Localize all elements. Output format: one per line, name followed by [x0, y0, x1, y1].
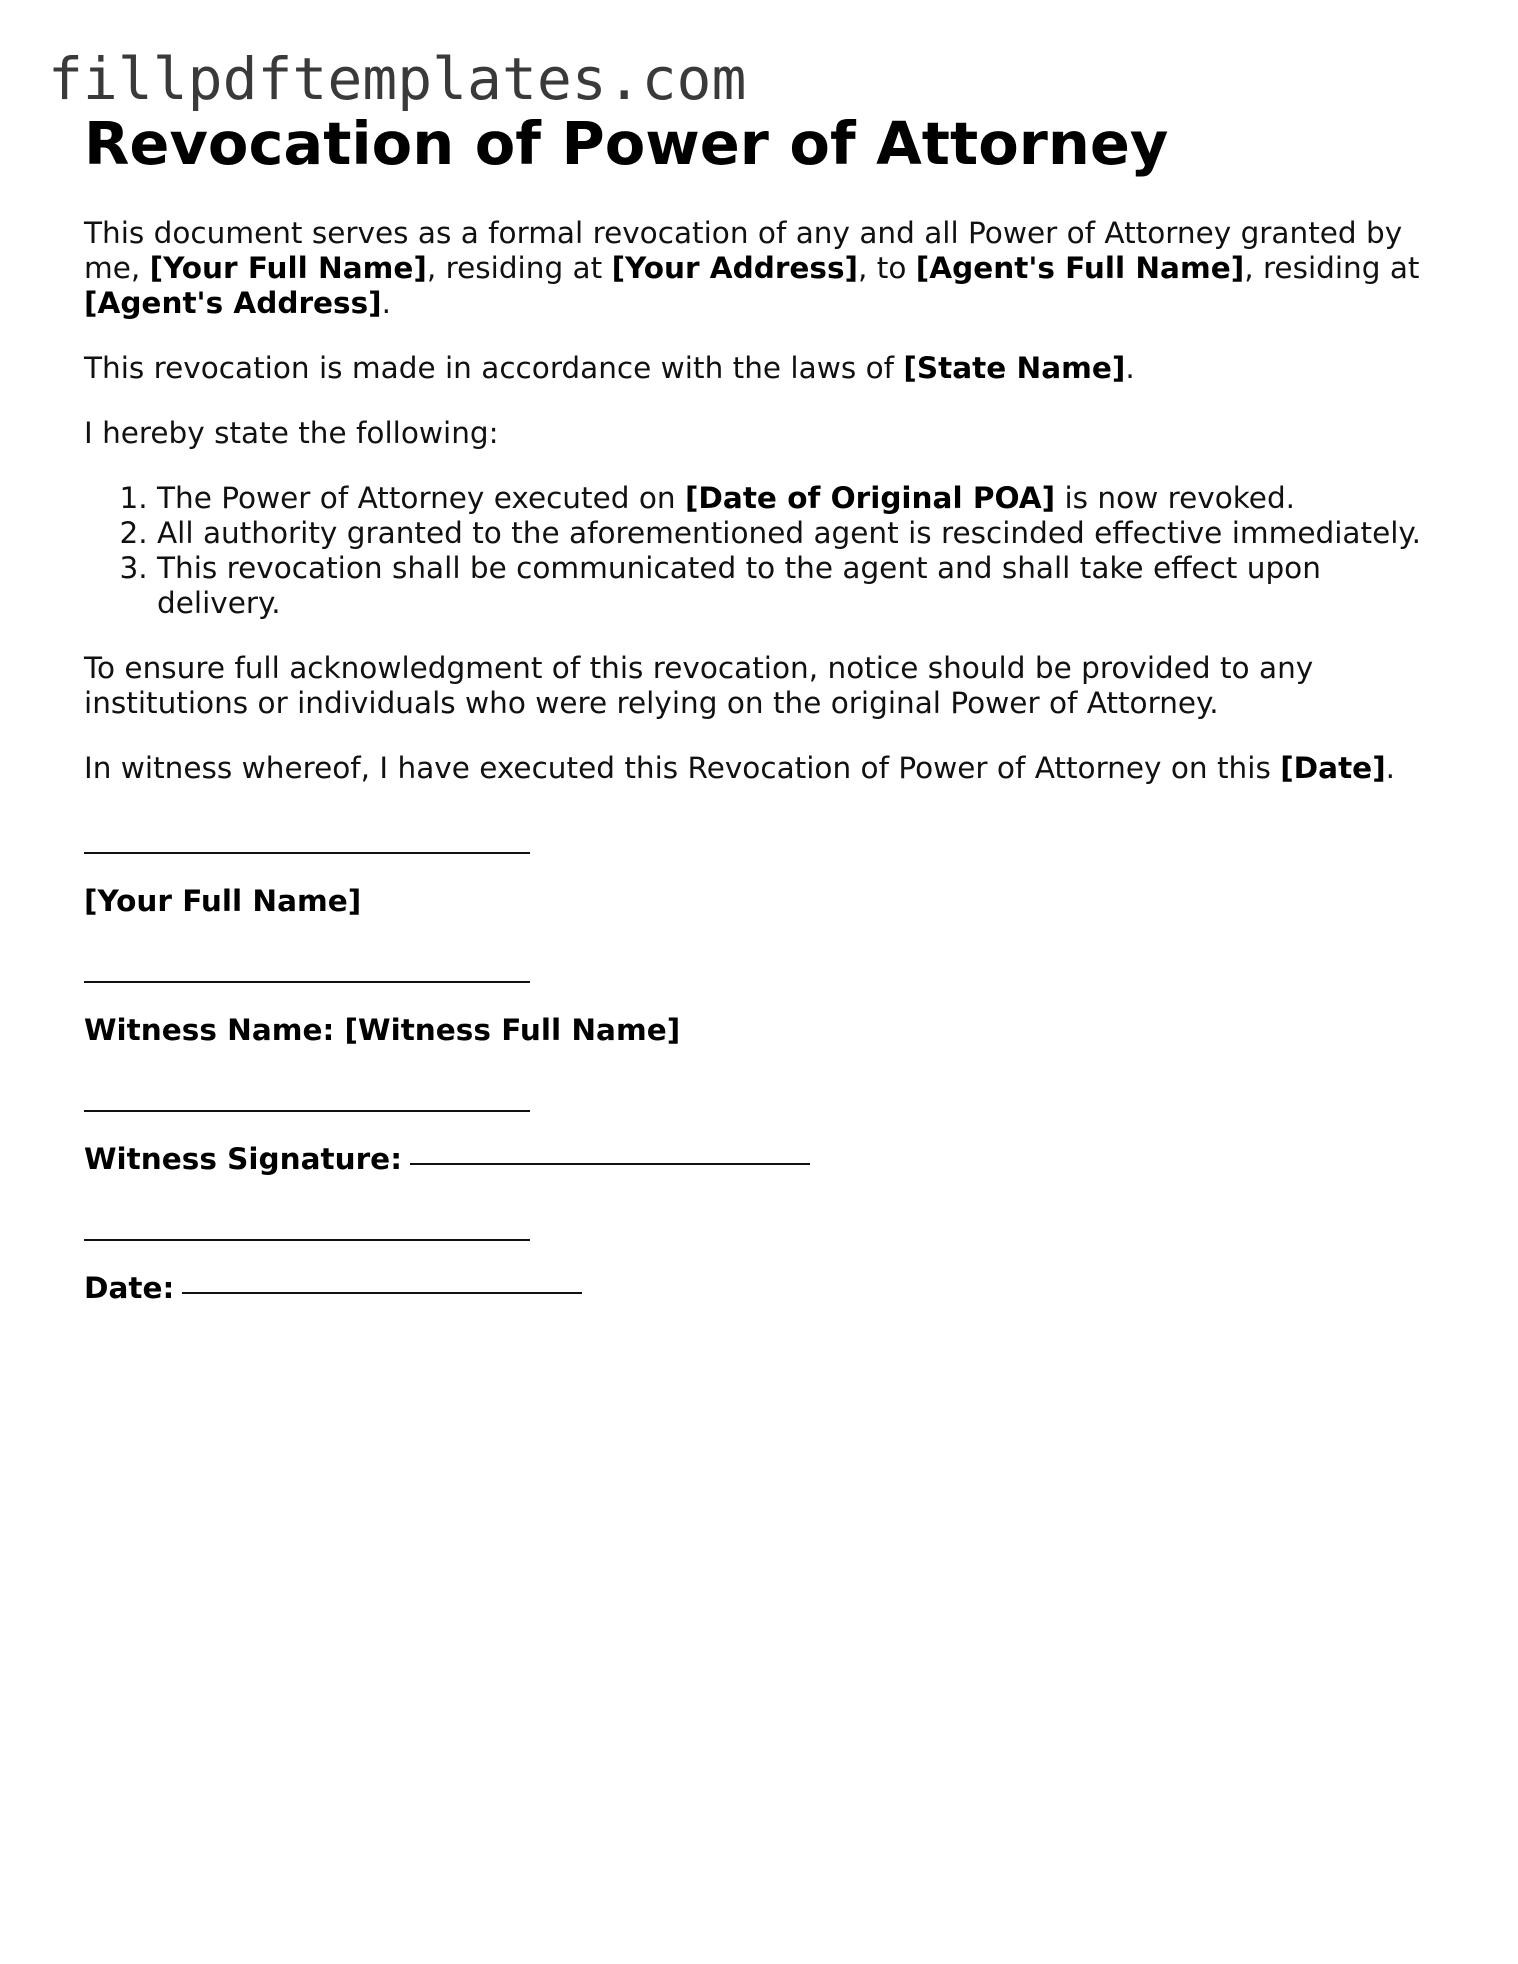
signature-line[interactable] [84, 852, 530, 854]
laws-paragraph [84, 351, 1444, 386]
signature-line[interactable] [84, 1110, 530, 1112]
notice-paragraph: To ensure full acknowledgment of this revocation, notice should be provided to any institutions or individuals who were relying on the original Power of Attorney. [84, 651, 1314, 720]
list-item-text: is now revoked. [1055, 481, 1296, 515]
agent-name-field: [Agent's Full Name] [915, 251, 1245, 285]
witness-signature-field[interactable] [410, 1163, 810, 1165]
witness-clause-text: . [1385, 751, 1396, 785]
witness-signature-label: Witness Signature: [84, 1142, 402, 1176]
intro-text: , residing at [426, 251, 612, 285]
original-poa-date-field: [Date of Original POA] [684, 481, 1056, 515]
witness-clause [84, 751, 1444, 786]
list-item: 3. This revocation shall be communicated to the agent and shall take effect upon delivery. [157, 551, 1444, 621]
document-title: Revocation of Power of Attorney [84, 109, 1169, 178]
revocation-list [84, 481, 1444, 621]
intro-paragraph [84, 216, 1444, 321]
list-item [157, 481, 1444, 516]
document [84, 104, 1444, 1306]
your-address-field: [Your Address] [611, 251, 859, 285]
date-row [84, 1271, 1444, 1306]
witness-clause-text: In witness whereof, I have executed this Revocation of Power of Attorney on this [84, 751, 1281, 785]
watermark: fillpdftemplates.com [48, 45, 747, 113]
witness-signature-row [84, 1142, 1444, 1177]
witness-name-line[interactable] [84, 981, 530, 983]
signer-name-label: [Your Full Name] [84, 884, 362, 918]
laws-text: This revocation is made in accordance with the laws of [84, 351, 904, 385]
intro-text: , residing at [1244, 251, 1420, 285]
list-item-text: The Power of Attorney executed on [157, 481, 685, 515]
date-field[interactable] [182, 1292, 582, 1294]
date-label: Date: [84, 1271, 175, 1305]
execution-date-field: [Date] [1280, 751, 1386, 785]
list-item: 2. All authority granted to the aforementioned agent is rescinded effective immediately. [157, 516, 1444, 551]
state-name-field: [State Name] [903, 351, 1126, 385]
witness-name-label: Witness Name: [Witness Full Name] [84, 1013, 681, 1047]
intro-text: , to [858, 251, 916, 285]
agent-address-field: [Agent's Address] [84, 286, 382, 320]
intro-text: . [381, 286, 392, 320]
signature-line[interactable] [84, 1239, 530, 1241]
intro-text: This document serves as a formal revocation of any and all Power of Attorney granted by me, [84, 216, 1403, 285]
statement-paragraph: I hereby state the following: [84, 416, 499, 450]
laws-text: . [1125, 351, 1135, 385]
your-name-field: [Your Full Name] [149, 251, 427, 285]
